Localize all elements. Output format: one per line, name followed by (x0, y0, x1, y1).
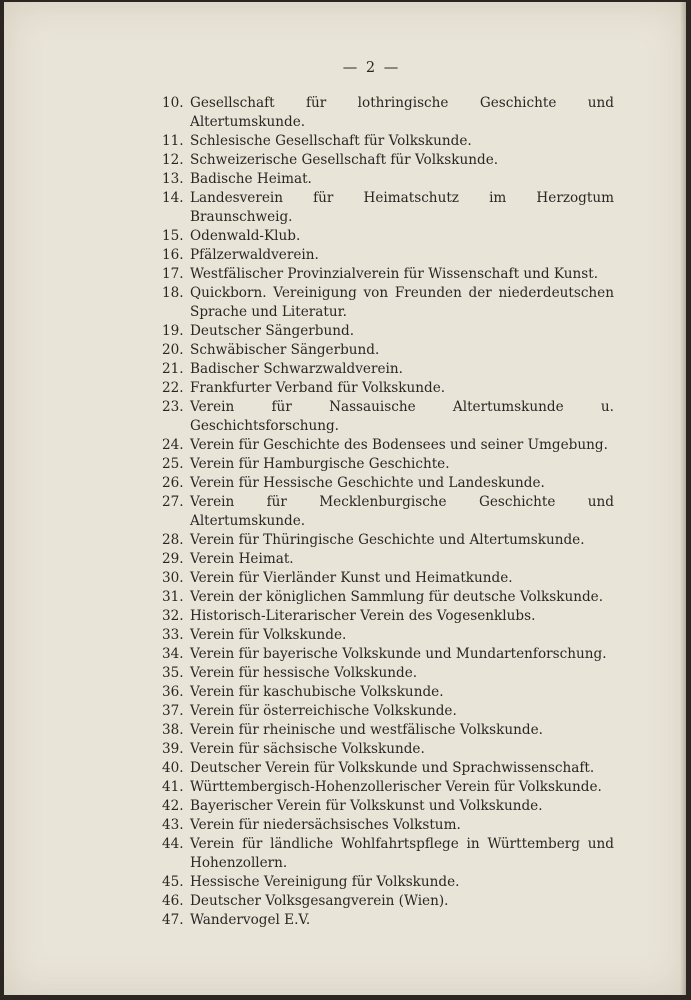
list-item (162, 94, 614, 132)
item-text: Landesverein für Heimatschutz im Herzogtum Braunschweig. (190, 190, 614, 225)
item-number: 42. (162, 798, 184, 814)
item-text: Verein für Thüringische Geschichte und Altertumskunde. (190, 532, 585, 548)
list-item (162, 246, 614, 265)
item-text: Pfälzerwaldverein. (190, 247, 319, 263)
item-number: 37. (162, 703, 184, 719)
item-number: 21. (162, 361, 184, 377)
association-list (162, 94, 614, 930)
item-text: Verein für Geschichte des Bodensees und seiner Umgebung. (190, 437, 608, 453)
item-text: Verein für österreichische Volkskunde. (190, 703, 457, 719)
item-text: Verein für rheinische und westfälische Volkskunde. (190, 722, 543, 738)
item-number: 17. (162, 266, 184, 282)
list-item (162, 189, 614, 227)
item-text: Odenwald-Klub. (190, 228, 301, 244)
item-number: 11. (162, 133, 184, 149)
list-item (162, 816, 614, 835)
item-text: Westfälischer Provinzialverein für Wissenschaft und Kunst. (190, 266, 599, 282)
item-text: Quickborn. Vereinigung von Freunden der niederdeutschen Sprache und Literatur. (190, 285, 614, 320)
item-number: 40. (162, 760, 184, 776)
item-number: 43. (162, 817, 184, 833)
item-number: 13. (162, 171, 184, 187)
item-text: Hessische Vereinigung für Volkskunde. (190, 874, 460, 890)
list-item (162, 664, 614, 683)
item-text: Verein der königlichen Sammlung für deutsche Volkskunde. (190, 589, 604, 605)
list-item (162, 322, 614, 341)
item-number: 19. (162, 323, 184, 339)
page-number: — 2 — (342, 60, 401, 76)
item-text: Gesellschaft für lothringische Geschichte und Altertumskunde. (190, 95, 614, 130)
item-number: 31. (162, 589, 184, 605)
list-item (162, 474, 614, 493)
item-number: 25. (162, 456, 184, 472)
list-item (162, 778, 614, 797)
list-item (162, 398, 614, 436)
item-text: Deutscher Volksgesangverein (Wien). (190, 893, 449, 909)
list-item (162, 531, 614, 550)
item-text: Verein für Mecklenburgische Geschichte und Altertumskunde. (190, 494, 614, 529)
item-number: 33. (162, 627, 184, 643)
item-number: 44. (162, 836, 184, 852)
list-item (162, 284, 614, 322)
list-item (162, 892, 614, 911)
list-item (162, 721, 614, 740)
document-page (4, 2, 686, 995)
item-number: 12. (162, 152, 184, 168)
item-number: 15. (162, 228, 184, 244)
list-item (162, 379, 614, 398)
item-text: Verein für Hessische Geschichte und Landeskunde. (190, 475, 545, 491)
item-number: 38. (162, 722, 184, 738)
list-item (162, 702, 614, 721)
item-number: 29. (162, 551, 184, 567)
list-item (162, 607, 614, 626)
item-text: Verein für Vierländer Kunst und Heimatkunde. (190, 570, 513, 586)
list-item (162, 740, 614, 759)
item-number: 22. (162, 380, 184, 396)
item-text: Badischer Schwarzwaldverein. (190, 361, 403, 377)
item-number: 24. (162, 437, 184, 453)
item-text: Verein Heimat. (190, 551, 294, 567)
item-number: 28. (162, 532, 184, 548)
item-text: Bayerischer Verein für Volkskunst und Volkskunde. (190, 798, 543, 814)
item-text: Wandervogel E.V. (190, 912, 311, 928)
list-item (162, 493, 614, 531)
list-item (162, 588, 614, 607)
list-item (162, 151, 614, 170)
item-text: Frankfurter Verband für Volkskunde. (190, 380, 446, 396)
list-item (162, 797, 614, 816)
item-number: 30. (162, 570, 184, 586)
item-text: Badische Heimat. (190, 171, 312, 187)
item-number: 16. (162, 247, 184, 263)
list-item (162, 835, 614, 873)
item-text: Verein für hessische Volkskunde. (190, 665, 418, 681)
item-text: Historisch-Literarischer Verein des Vogesenklubs. (190, 608, 536, 624)
item-number: 39. (162, 741, 184, 757)
item-text: Verein für niedersächsisches Volkstum. (190, 817, 461, 833)
item-number: 46. (162, 893, 184, 909)
item-text: Verein für Nassauische Altertumskunde u. Geschichtsforschung. (190, 399, 614, 434)
item-number: 34. (162, 646, 184, 662)
item-text: Deutscher Verein für Volkskunde und Sprachwissenschaft. (190, 760, 595, 776)
list-item (162, 132, 614, 151)
item-number: 45. (162, 874, 184, 890)
list-item (162, 341, 614, 360)
item-number: 20. (162, 342, 184, 358)
item-text: Deutscher Sängerbund. (190, 323, 355, 339)
list-item (162, 569, 614, 588)
item-text: Schwäbischer Sängerbund. (190, 342, 380, 358)
item-text: Verein für ländliche Wohlfahrtspflege in Württemberg und Hohenzollern. (190, 836, 614, 871)
list-item (162, 645, 614, 664)
list-item (162, 550, 614, 569)
list-item (162, 455, 614, 474)
list-item (162, 360, 614, 379)
list-item (162, 873, 614, 892)
item-number: 41. (162, 779, 184, 795)
list-item (162, 436, 614, 455)
item-number: 10. (162, 95, 184, 111)
item-number: 27. (162, 494, 184, 510)
item-number: 32. (162, 608, 184, 624)
list-item (162, 227, 614, 246)
item-number: 36. (162, 684, 184, 700)
page-edge-shadow (680, 2, 686, 995)
item-number: 35. (162, 665, 184, 681)
list-item (162, 626, 614, 645)
item-text: Verein für sächsische Volkskunde. (190, 741, 425, 757)
list-item (162, 683, 614, 702)
list-item (162, 911, 614, 930)
item-number: 14. (162, 190, 184, 206)
item-text: Verein für kaschubische Volkskunde. (190, 684, 444, 700)
item-text: Schlesische Gesellschaft für Volkskunde. (190, 133, 472, 149)
item-text: Verein für bayerische Volkskunde und Mundartenforschung. (190, 646, 607, 662)
item-text: Württembergisch-Hohenzollerischer Verein für Volkskunde. (190, 779, 602, 795)
list-item (162, 170, 614, 189)
list-item (162, 265, 614, 284)
item-number: 23. (162, 399, 184, 415)
item-number: 26. (162, 475, 184, 491)
list-item (162, 759, 614, 778)
item-text: Schweizerische Gesellschaft für Volkskunde. (190, 152, 499, 168)
item-text: Verein für Hamburgische Geschichte. (190, 456, 450, 472)
item-number: 47. (162, 912, 184, 928)
item-number: 18. (162, 285, 184, 301)
item-text: Verein für Volkskunde. (190, 627, 347, 643)
